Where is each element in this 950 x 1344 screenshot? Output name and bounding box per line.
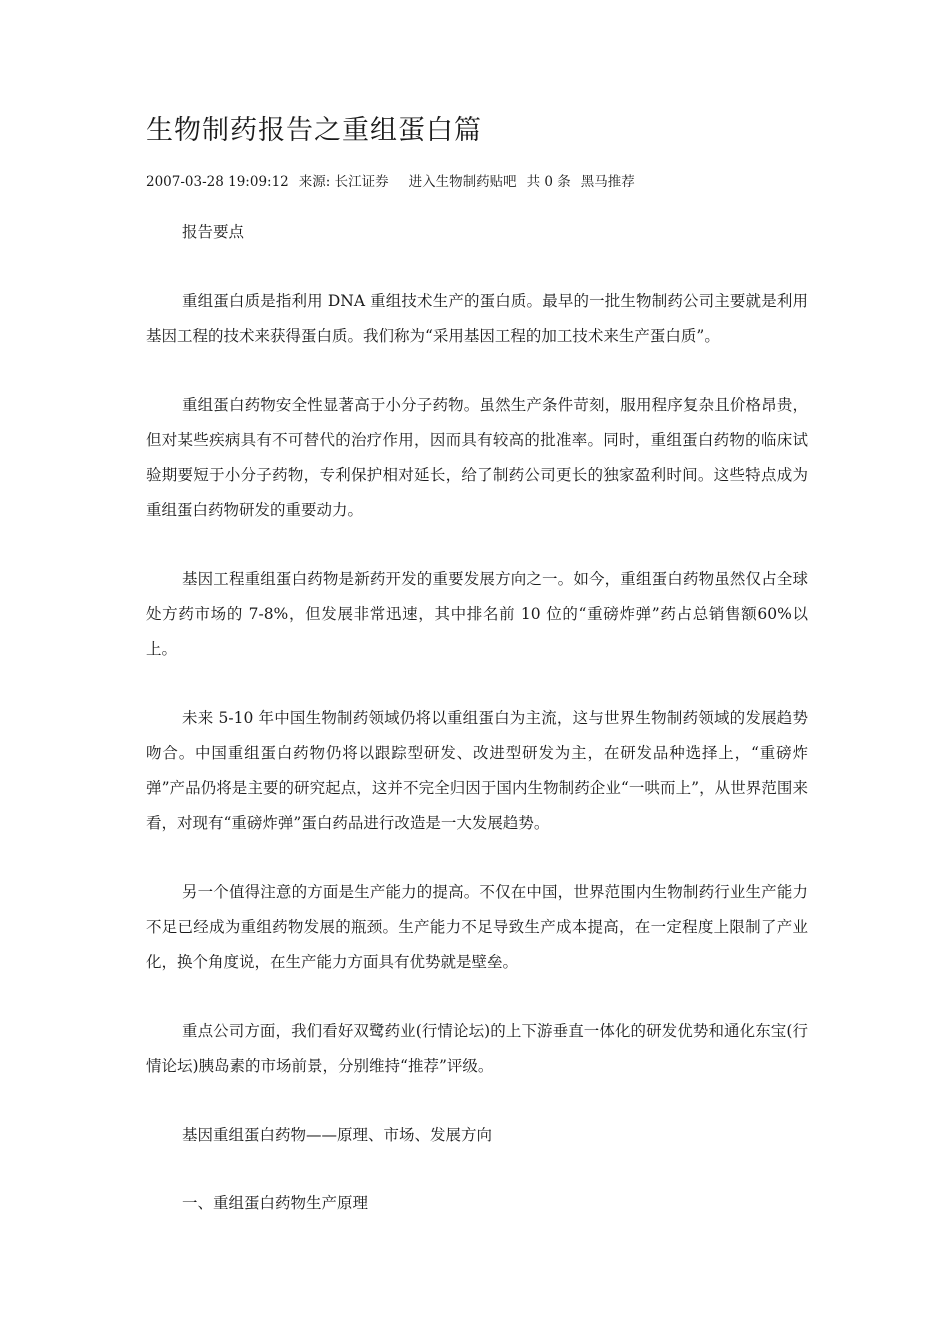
section-heading-overview: 基因重组蛋白药物——原理、市场、发展方向	[182, 1126, 493, 1144]
paragraph-market: 基因工程重组蛋白药物是新药开发的重要发展方向之一。如今，重组蛋白药物虽然仅占全球处方药市场的 7-8%，但发展非常迅速，其中排名前 10 位的“重磅炸弹”药占总销售额60%以上。	[146, 570, 808, 658]
paragraph-future: 未来 5-10 年中国生物制药领域仍将以重组蛋白为主流，这与世界生物制药领域的发展趋势吻合。中国重组蛋白药物仍将以跟踪型研发、改进型研发为主，在研发品种选择上，“重磅炸弹”产品仍将是主要的研究起点，这并不完全归因于国内生物制药企业“一哄而上”，从世界范围来看，对现有“重磅炸弹”蛋白药品进行改造是一大发展趋势。	[146, 709, 808, 832]
article-title: 生物制药报告之重组蛋白篇	[146, 115, 482, 146]
recommend-label: 黑马推荐	[580, 174, 635, 190]
section-heading-principles: 一、重组蛋白药物生产原理	[182, 1194, 369, 1212]
comment-count: 共 0 条	[526, 174, 571, 190]
forum-link[interactable]: 进入生物制药贴吧	[408, 174, 517, 190]
article-meta	[146, 172, 635, 192]
article-body	[146, 215, 808, 1254]
section-heading-key-points: 报告要点	[182, 223, 245, 241]
publish-datetime: 2007-03-28 19:09:12	[146, 174, 289, 190]
paragraph-companies: 重点公司方面，我们看好双鹭药业(行情论坛)的上下游垂直一体化的研发优势和通化东宝(行情论坛)胰岛素的市场前景，分别维持“推荐”评级。	[146, 1022, 808, 1075]
paragraph-definition: 重组蛋白质是指利用 DNA 重组技术生产的蛋白质。最早的一批生物制药公司主要就是利用基因工程的技术来获得蛋白质。我们称为“采用基因工程的加工技术来生产蛋白质”。	[146, 292, 808, 345]
paragraph-capacity: 另一个值得注意的方面是生产能力的提高。不仅在中国，世界范围内生物制药行业生产能力不足已经成为重组药物发展的瓶颈。生产能力不足导致生产成本提高，在一定程度上限制了产业化，换个角度说，在生产能力方面具有优势就是壁垒。	[146, 883, 808, 971]
source-label: 来源: 长江证券	[298, 174, 389, 190]
paragraph-safety: 重组蛋白药物安全性显著高于小分子药物。虽然生产条件苛刻，服用程序复杂且价格昂贵，但对某些疾病具有不可替代的治疗作用，因而具有较高的批准率。同时，重组蛋白药物的临床试验期要短于小分子药物，专利保护相对延长，给了制药公司更长的独家盈利时间。这些特点成为重组蛋白药物研发的重要动力。	[146, 396, 808, 519]
